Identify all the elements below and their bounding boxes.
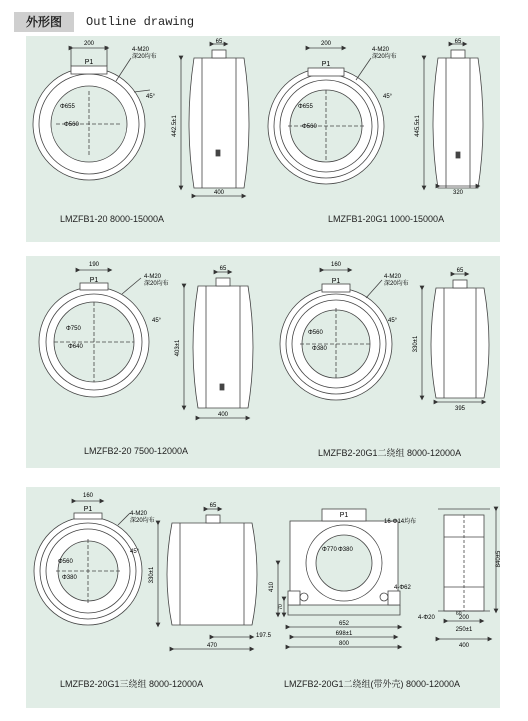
side-view-2 — [424, 44, 483, 188]
label-d-outer-5: Φ560 — [58, 559, 73, 565]
dim-width-2: 320 — [452, 190, 464, 196]
label-d-inner-5: Φ380 — [62, 575, 77, 581]
side-view-4 — [422, 274, 489, 402]
label-angle-4: 45° — [388, 318, 398, 324]
label-holes-enc: 16-Φ14均布 — [384, 519, 417, 525]
panel-lmzfb2 — [26, 256, 500, 468]
label-d-inner-3: Φ640 — [68, 344, 83, 350]
label-d-inner-1: Φ560 — [64, 122, 79, 128]
panel-lmzfb1 — [26, 36, 500, 242]
panel-lmzfb2-g1 — [26, 487, 500, 708]
dim-60: 60 — [456, 611, 462, 617]
dim-200-side: 200 — [458, 615, 470, 621]
dim-70: 70 — [278, 604, 284, 610]
side-view-1 — [181, 44, 249, 196]
dim-height-3: 403±1 — [175, 339, 181, 357]
section-label: 外形图 — [14, 12, 74, 32]
dim-top-side-1: 65 — [215, 39, 223, 45]
label-depth-2: 深20均布 — [372, 54, 397, 60]
drawing-panel-1 — [26, 36, 500, 242]
dim-top-5: 160 — [82, 493, 94, 499]
dim-top-2: 200 — [320, 41, 332, 47]
label-depth-1: 深20均布 — [132, 54, 157, 60]
label-angle-2: 45° — [383, 94, 393, 100]
section-header — [14, 12, 514, 34]
label-holes-3: 4-M20 — [144, 274, 162, 280]
ring-front-view-1 — [33, 46, 150, 180]
side-view-5 — [158, 509, 257, 649]
label-depth-5: 深20均布 — [130, 518, 155, 524]
label-holes-5: 4-M20 — [130, 511, 148, 517]
dim-top-side-3: 65 — [219, 266, 227, 272]
label-d-outer-2: Φ655 — [298, 104, 313, 110]
section-subtitle: Outline drawing — [86, 15, 195, 29]
label-slot-enc: 4-Φ62 — [394, 585, 411, 591]
label-angle-1: 45° — [146, 94, 156, 100]
dim-height-5: 330±1 — [149, 566, 155, 584]
drawing-panel-3 — [26, 487, 500, 708]
label-d-outer-1: Φ655 — [60, 104, 75, 110]
dim-top-1: 200 — [83, 41, 95, 47]
dim-height-2: 445.5±1 — [415, 115, 421, 137]
dim-top-4: 160 — [330, 262, 342, 268]
label-holes-4: 4-M20 — [384, 274, 402, 280]
label-p1-2: P1 — [321, 61, 331, 68]
label-angle-5: 45° — [130, 549, 140, 555]
dim-height-4: 330±1 — [413, 335, 419, 353]
dim-250: 250±1 — [455, 627, 473, 633]
side-view-3 — [184, 272, 253, 418]
drawing-panel-2 — [26, 256, 500, 468]
label-holes-2: 4-M20 — [372, 47, 390, 53]
dim-400-side: 400 — [458, 643, 470, 649]
dim-top-side-4: 65 — [456, 268, 464, 274]
label-holes-1: 4-M20 — [132, 47, 150, 53]
caption-lmzfb2-20g1-three: LMZFB2-20G1三绕组 8000-12000A — [60, 679, 204, 689]
label-p1-1: P1 — [84, 59, 94, 66]
label-d-inner-4: Φ380 — [312, 346, 327, 352]
label-d-outer-enc: Φ770 — [322, 547, 337, 553]
dim-410: 410 — [269, 581, 275, 593]
ring-front-view-5 — [34, 501, 142, 625]
dim-652: 652 — [338, 621, 350, 627]
caption-lmzfb2-20: LMZFB2-20 7500-12000A — [84, 446, 189, 456]
dim-height-1: 442.5±1 — [172, 115, 178, 137]
dim-800: 800 — [338, 641, 350, 647]
caption-lmzfb1-20: LMZFB1-20 8000-15000A — [60, 214, 165, 224]
ring-front-view-4 — [280, 270, 392, 400]
caption-lmzfb1-20g1: LMZFB1-20G1 1000-15000A — [328, 214, 445, 224]
label-p1-4: P1 — [331, 278, 341, 285]
label-p1-3: P1 — [89, 277, 99, 284]
dim-width-3: 400 — [217, 412, 229, 418]
caption-lmzfb2-20g1-enclosure: LMZFB2-20G1二绕组(带外壳) 8000-12000A — [284, 679, 461, 689]
dim-width-small-5: 197.5 — [256, 633, 272, 639]
label-d-outer-4: Φ560 — [308, 330, 323, 336]
label-p1-enc: P1 — [339, 512, 349, 519]
dim-width-4: 395 — [454, 406, 466, 412]
dim-top-side-5: 65 — [209, 503, 217, 509]
ring-front-view-3 — [39, 270, 149, 397]
label-d-inner-enc: Φ380 — [338, 547, 353, 553]
ring-front-view-2 — [268, 48, 384, 184]
dim-top-3: 190 — [88, 262, 100, 268]
label-p1-5: P1 — [83, 506, 93, 513]
label-angle-3: 45° — [152, 318, 162, 324]
label-depth-3: 深20均布 — [144, 281, 169, 287]
dim-width-5: 470 — [206, 643, 218, 649]
label-depth-4: 深20均布 — [384, 281, 409, 287]
dim-top-side-2: 65 — [454, 39, 462, 45]
caption-lmzfb2-20g1-two: LMZFB2-20G1二绕组 8000-12000A — [318, 448, 462, 458]
label-d-inner-2: Φ560 — [302, 124, 317, 130]
dim-840: 840±5 — [496, 550, 502, 568]
dim-698: 698±1 — [335, 631, 353, 637]
label-hole-side: 4-Φ20 — [418, 615, 435, 621]
dim-width-1: 400 — [213, 190, 225, 196]
label-d-outer-3: Φ750 — [66, 326, 81, 332]
